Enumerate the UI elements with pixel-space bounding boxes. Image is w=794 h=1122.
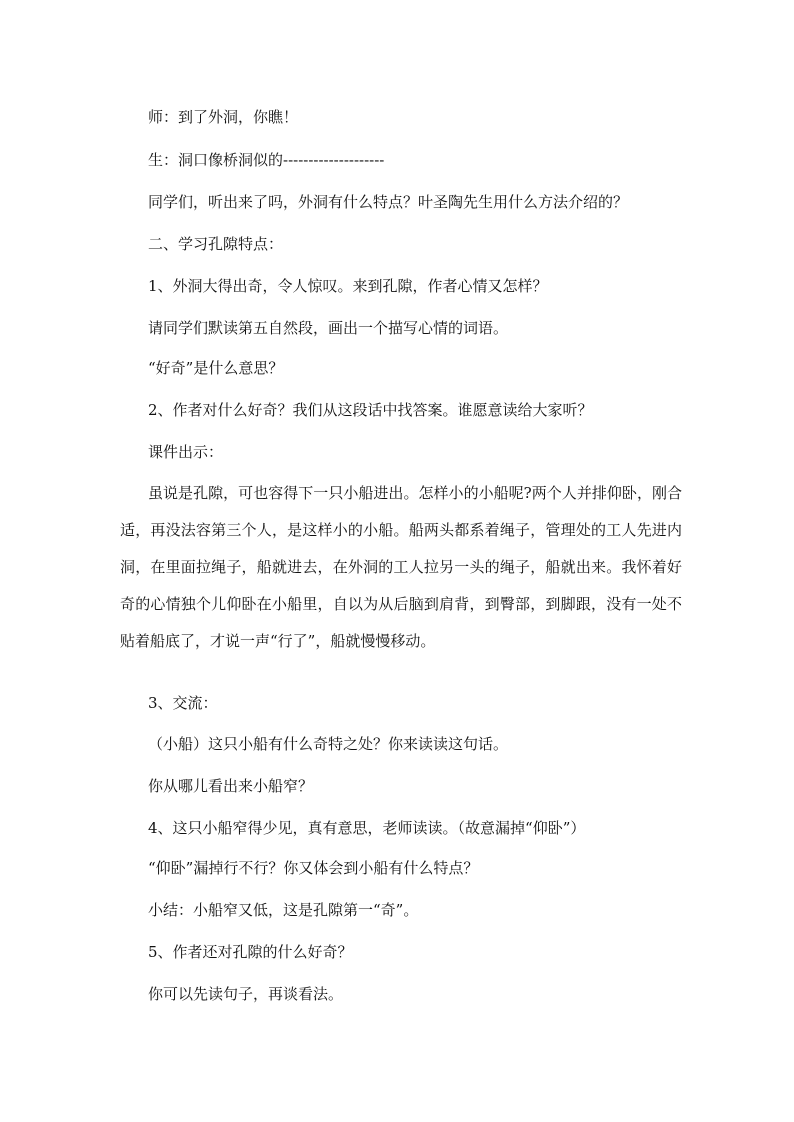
text-line-boat: （小船）这只小船有什么奇特之处？你来读读这句话。 — [148, 735, 509, 753]
text-line-student: 生：洞口像桥洞似的-------------------- — [148, 151, 385, 169]
text-line-item-5: 5、作者还对孔隙的什么好奇？ — [148, 943, 353, 961]
section-heading: 二、学习孔隙特点： — [148, 235, 284, 253]
text-line-summary: 小结：小船窄又低，这是孔隙第一“奇”。 — [148, 901, 419, 919]
text-line-question: 同学们，听出来了吗，外洞有什么特点？叶圣陶先生用什么方法介绍的？ — [148, 193, 629, 211]
text-line-item-2: 2、作者对什么好奇？我们从这段话中找答案。谁愿意读给大家听？ — [148, 401, 593, 419]
quoted-passage: 虽说是孔隙，可也容得下一只小船进出。怎样小的小船呢?两个人并排仰卧，刚合适，再没法容第三个人，是这样小的小船。船两头都系着绳子，管理处的工人先进内洞，在里面拉绳子，船就进去，在外洞的工人拉另一头的绳子，船就出来。我怀着好奇的心情独个儿仰卧在小船里，自以为从后脑到肩背，到臀部，到脚跟，没有一处不贴着船底了，才说一声“行了”，船就慢慢移动。 — [120, 484, 682, 650]
text-line-item-1: 1、外洞大得出奇，令人惊叹。来到孔隙，作者心情又怎样？ — [148, 277, 548, 295]
text-line-item-4: 4、这只小船窄得少见，真有意思，老师读读。（故意漏掉“仰卧”） — [148, 819, 586, 837]
text-line-item-3: 3、交流： — [148, 694, 218, 712]
text-line-narrow: 你从哪儿看出来小船窄？ — [148, 777, 314, 795]
text-line-teacher: 师：到了外洞，你瞧！ — [148, 108, 299, 126]
text-line-instruction: 请同学们默读第五自然段，画出一个描写心情的词语。 — [148, 319, 509, 337]
text-line-courseware: 课件出示： — [148, 443, 224, 461]
text-line-haoqi: “好奇”是什么意思？ — [148, 359, 284, 377]
text-line-last: 你可以先读句子，再谈看法。 — [148, 985, 344, 1003]
text-line-yangwo: “仰卧”漏掉行不行？你又体会到小船有什么特点？ — [148, 859, 479, 877]
